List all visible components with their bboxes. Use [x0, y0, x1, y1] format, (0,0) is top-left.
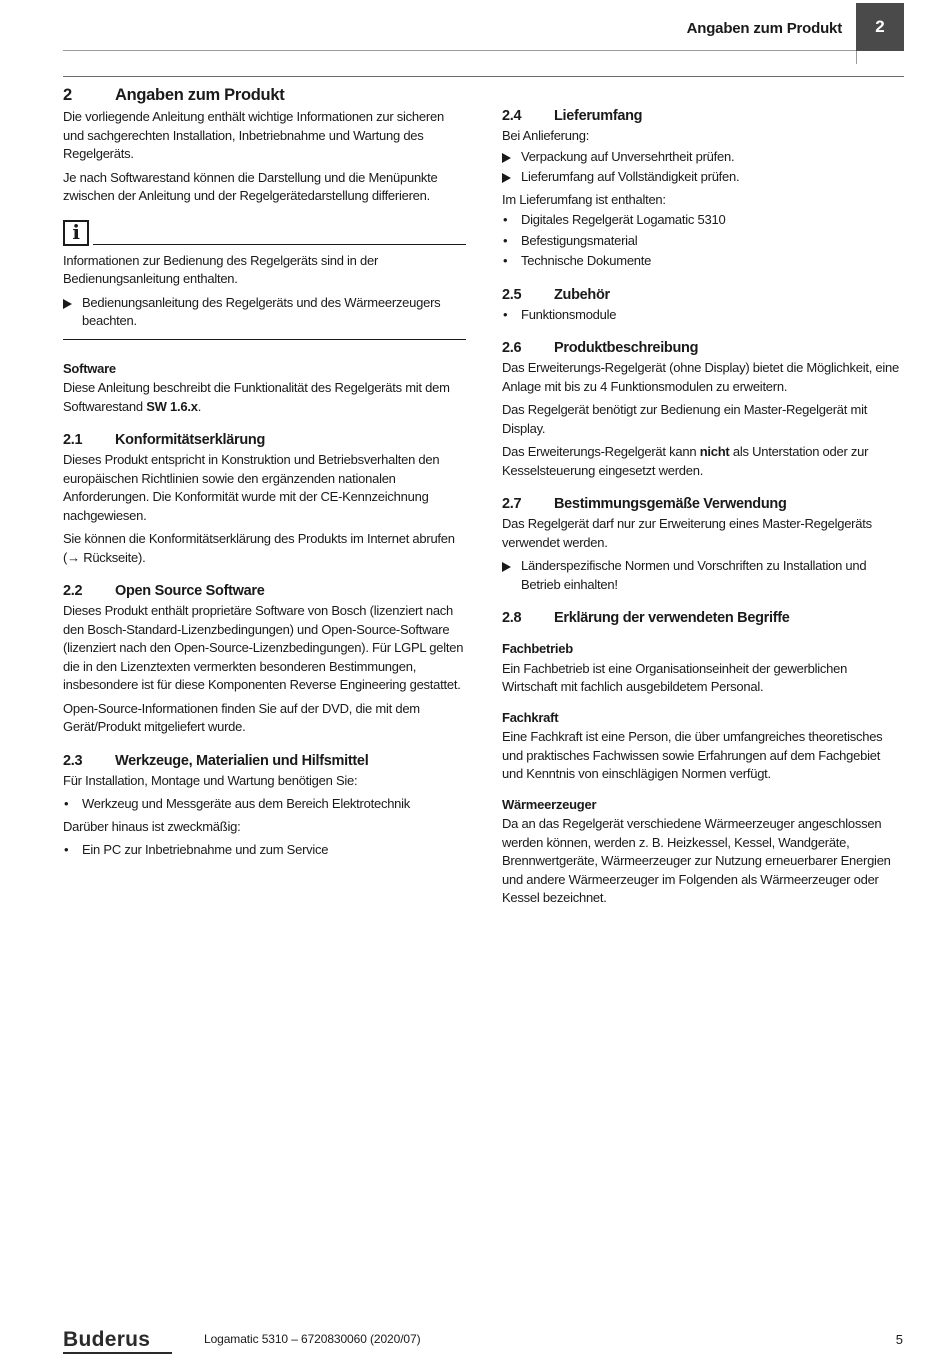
usage-paragraph: Das Regelgerät darf nur zur Erweiterung eines Master-Regelgeräts verwendet werden. — [502, 516, 872, 550]
section-title: Konformitätserklärung — [115, 432, 266, 448]
list-item-text: Funktionsmodule — [521, 306, 617, 322]
software-label: Software — [63, 360, 116, 376]
section-2-7-heading — [502, 494, 904, 514]
section-title: Lieferumfang — [554, 108, 643, 124]
section-number: 2.4 — [502, 108, 522, 124]
section-2-5-heading — [502, 285, 904, 305]
section-2-1-heading — [63, 430, 466, 450]
bullet-icon: • — [503, 306, 508, 322]
list-item — [63, 294, 466, 331]
software-paragraph — [63, 379, 466, 416]
section-number: 2.7 — [502, 496, 522, 512]
section-2-6-heading — [502, 338, 904, 358]
list-item-text: Verpackung auf Unversehrtheit prüfen. — [521, 148, 735, 164]
bullet-icon: • — [503, 232, 508, 248]
brand-logo-underline — [63, 1352, 172, 1354]
list-item — [502, 168, 904, 187]
term-definition: Da an das Regelgerät verschiedene Wärmeerzeuger angeschlossen werden können, werden z. B. Heizkessel, Kessel, Wandgeräte, Brennwertgeräte, Wärmeerzeuger zur Nutzung erneuerbarer Energien und andere Wärmeerzeuger im Folgenden als Wärmeerzeuger oder Kessel bezeichnet. — [502, 816, 891, 905]
left-column — [63, 84, 466, 864]
section-number: 2.8 — [502, 610, 522, 626]
term-label: Wärmeerzeuger — [502, 796, 597, 812]
header-tick — [856, 51, 857, 64]
info-text: Informationen zur Bedienung des Regelgeräts sind in der Bedienungsanleitung enthalten. — [63, 252, 379, 286]
section-2-2-heading — [63, 581, 466, 601]
footer-document-id: Logamatic 5310 – 6720830060 (2020/07) — [204, 1332, 421, 1346]
list-item — [63, 795, 466, 814]
list-item-text: Befestigungsmaterial — [521, 232, 638, 248]
section-number: 2.6 — [502, 340, 522, 356]
bullet-icon: • — [64, 796, 69, 811]
conformity-paragraph-2: Sie können die Konformitätserklärung des Produkts im Internet abrufen (→ Rückseite). — [63, 531, 455, 565]
info-action-text: Bedienungsanleitung des Regelgeräts und des Wärmeerzeugers beachten. — [82, 294, 441, 328]
description-paragraph-1: Das Erweiterungs-Regelgerät (ohne Display) bietet die Möglichkeit, eine Anlage mit bis zu 4 Funktionsmodulen zu erweitern. — [502, 360, 900, 394]
list-item — [502, 232, 904, 251]
list-item — [502, 211, 904, 230]
arrow-right-icon — [63, 294, 82, 331]
chapter-tab: 2 — [856, 3, 904, 51]
conformity-paragraph-1: Dieses Produkt entspricht in Konstruktion und Betriebsverhalten den europäischen Richtlinien sowie den ergänzenden nationalen Anforderungen. Die Konformität wurde mit der CE-Kennzeichnung nachgewiesen. — [63, 452, 440, 523]
term-definition: Ein Fachbetrieb ist eine Organisationseinheit der gewerblichen Wirtschaft mit fachlich ausgebildetem Personal. — [502, 660, 848, 694]
intro-paragraph-2: Je nach Softwarestand können die Darstellung und die Menüpunkte zwischen der Anleitung und der Regelgerätedarstellung differieren. — [63, 169, 438, 203]
software-text-end: . — [197, 398, 202, 414]
info-icon: i — [63, 220, 89, 246]
header-rule — [63, 50, 856, 51]
description-emphasis: nicht — [699, 444, 730, 459]
list-item-text: Länderspezifische Normen und Vorschriften zu Installation und Betrieb einhalten! — [521, 558, 867, 592]
section-2-8-heading — [502, 608, 904, 628]
section-title: Erklärung der verwendeten Begriffe — [554, 610, 790, 626]
info-rule — [93, 244, 466, 245]
section-number: 2 — [63, 86, 72, 104]
list-item-text: Lieferumfang auf Vollständigkeit prüfen. — [521, 169, 740, 184]
section-number: 2.1 — [63, 432, 83, 448]
section-number: 2.2 — [63, 583, 83, 599]
list-item — [502, 148, 904, 167]
intro-paragraph-1: Die vorliegende Anleitung enthält wichtige Informationen zur sicheren und sachgerechten Installation, Inbetriebnahme und Wartung des Regelgeräts. — [63, 109, 444, 161]
bullet-icon: • — [64, 842, 69, 857]
section-title: Angaben zum Produkt — [115, 86, 285, 104]
right-column — [502, 106, 904, 913]
list-item-text: Werkzeug und Messgeräte aus dem Bereich Elektrotechnik — [82, 796, 411, 811]
running-header-title: Angaben zum Produkt — [686, 20, 842, 37]
software-version: SW 1.6.x — [146, 398, 198, 414]
bullet-icon: • — [503, 212, 508, 227]
list-item-text: Ein PC zur Inbetriebnahme und zum Service — [82, 842, 329, 857]
term-label: Fachkraft — [502, 709, 559, 725]
section-2-4-heading — [502, 106, 904, 126]
header-rule-lower — [63, 76, 904, 77]
arrow-right-icon — [502, 148, 521, 167]
section-2-heading — [63, 84, 466, 106]
description-text: Das Erweiterungs-Regelgerät kann — [502, 444, 700, 459]
brand-logo: Buderus — [63, 1328, 151, 1351]
list-item — [502, 252, 904, 271]
description-paragraph-2: Das Regelgerät benötigt zur Bedienung ein Master-Regelgerät mit Display. — [502, 402, 868, 436]
list-item — [502, 306, 904, 325]
term-label: Fachbetrieb — [502, 641, 573, 656]
description-paragraph-3 — [502, 443, 904, 480]
tools-paragraph-1: Für Installation, Montage und Wartung benötigen Sie: — [63, 772, 358, 788]
bullet-icon: • — [503, 253, 508, 268]
section-title: Open Source Software — [115, 583, 265, 599]
info-notice — [63, 220, 466, 340]
section-number: 2.5 — [502, 286, 522, 303]
section-title: Bestimmungsgemäße Verwendung — [554, 496, 787, 512]
tools-paragraph-2: Darüber hinaus ist zweckmäßig: — [63, 818, 241, 834]
arrow-right-icon — [502, 557, 521, 594]
page-number: 5 — [895, 1332, 903, 1347]
list-item — [502, 557, 904, 594]
list-item-text: Digitales Regelgerät Logamatic 5310 — [521, 212, 726, 227]
section-2-3-heading — [63, 751, 466, 771]
list-item-text: Technische Dokumente — [521, 253, 652, 268]
section-title: Werkzeuge, Materialien und Hilfsmittel — [115, 752, 369, 769]
section-title: Produktbeschreibung — [554, 340, 699, 356]
description-text-end: als Unterstation oder zur Kesselsteuerung eingesetzt werden. — [502, 444, 869, 478]
section-title: Zubehör — [554, 286, 610, 303]
software-text: Diese Anleitung beschreibt die Funktionalität des Regelgeräts mit dem Softwarestand — [63, 380, 450, 414]
term-definition: Eine Fachkraft ist eine Person, die über umfangreiches theoretisches und praktisches Fachwissen sowie Erfahrungen auf dem Fachgebiet und Kenntnis von einschlägigen Normen verfügt. — [502, 729, 883, 781]
delivery-intro: Bei Anlieferung: — [502, 128, 590, 143]
list-item — [63, 841, 466, 860]
arrow-right-icon — [502, 168, 521, 187]
section-number: 2.3 — [63, 752, 83, 769]
delivery-contents-intro: Im Lieferumfang ist enthalten: — [502, 191, 666, 207]
oss-paragraph-2: Open-Source-Informationen finden Sie auf der DVD, die mit dem Gerät/Produkt mitgeliefert wurde. — [63, 700, 420, 734]
oss-paragraph-1: Dieses Produkt enthält proprietäre Software von Bosch (lizenziert nach den Bosch-Standard-Lizenzbedingungen) und Open-Source-Software (lizenziert nach den Open-Source-Lizenzbedingungen). Für LGPL gelten die in den Lizenztexten vermerkten besonderen Bestimmungen, insbesondere ist für diese Komponenten Reverse Engineering gestattet. — [63, 603, 464, 692]
